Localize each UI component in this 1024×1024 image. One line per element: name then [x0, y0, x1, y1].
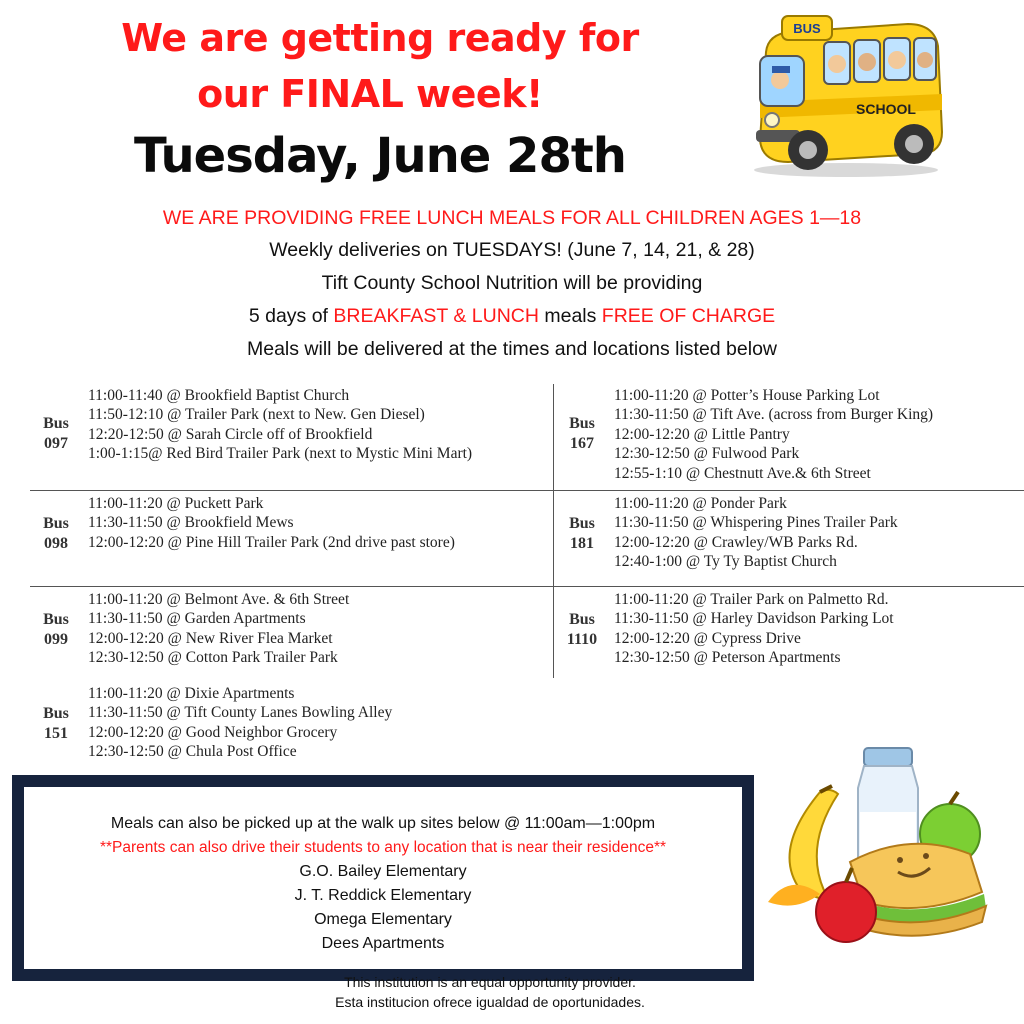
route-stop: 12:40-1:00 @ Ty Ty Baptist Church: [614, 553, 837, 571]
bus-number: Bus 151: [43, 705, 69, 742]
route-stop: 11:00-11:20 @ Trailer Park on Palmetto Rd.: [614, 591, 889, 608]
meals-description-mid: meals: [538, 305, 602, 327]
bus-number: Bus 167: [569, 415, 595, 452]
route-stop: 11:00-11:20 @ Potter’s House Parking Lot: [614, 387, 880, 404]
headline-line-2: our FINAL week!: [197, 72, 543, 116]
bus-sign-text: BUS: [793, 21, 821, 36]
school-bus-icon: [738, 12, 948, 182]
route-stop: 12:30-12:50 @ Cotton Park Trailer Park: [88, 649, 338, 667]
walkup-site: Dees Apartments: [321, 935, 445, 952]
route-stops: [614, 386, 933, 483]
row-divider: [30, 490, 1024, 491]
footer-spanish: Esta institucion ofrece igualdad de oportunidades.: [335, 994, 645, 1010]
walkup-sites-box: [12, 775, 754, 981]
route-stops: [88, 386, 472, 464]
route-stop: 12:00-12:20 @ Pine Hill Trailer Park (2nd drive past store): [88, 533, 455, 551]
parents-note: **Parents can also drive their students to any location that is near their residence**: [99, 839, 667, 856]
route-stop: 11:30-11:50 @ Brookfield Mews: [88, 514, 294, 532]
weekly-deliveries: Weekly deliveries on TUESDAYS! (June 7, 14, 21, & 28): [269, 239, 755, 261]
route-stop: 12:00-12:20 @ Cypress Drive: [614, 629, 801, 647]
column-divider: [553, 384, 554, 678]
free-of-charge-highlight: FREE OF CHARGE: [601, 305, 776, 327]
walkup-site: J. T. Reddick Elementary: [294, 887, 472, 904]
route-stops: [88, 684, 392, 762]
route-stop: 1:00-1:15@ Red Bird Trailer Park (next to Mystic Mini Mart): [88, 445, 473, 463]
footer-english: This institution is an equal opportunity provider.: [344, 974, 636, 990]
route-stop: 12:30-12:50 @ Peterson Apartments: [614, 649, 841, 667]
route-stop: 12:30-12:50 @ Chula Post Office: [88, 743, 297, 761]
free-lunch-banner: WE ARE PROVIDING FREE LUNCH MEALS FOR ALL CHILDREN AGES 1—18: [162, 207, 862, 229]
route-stop: 11:00-11:20 @ Ponder Park: [614, 495, 787, 512]
bus-number: Bus 098: [43, 515, 69, 552]
route-stop: 11:30-11:50 @ Whispering Pines Trailer Park: [614, 514, 898, 532]
route-schedule: [0, 380, 1024, 775]
route-stop: 12:55-1:10 @ Chestnutt Ave.& 6th Street: [614, 464, 871, 482]
event-date: Tuesday, June 28th: [134, 128, 626, 184]
route-stop: 11:00-11:20 @ Dixie Apartments: [88, 685, 295, 702]
route-stop: 12:00-12:20 @ Crawley/WB Parks Rd.: [614, 533, 858, 551]
lunch-food-icon: [760, 742, 1000, 952]
bus-number: Bus 099: [43, 611, 69, 648]
route-stop: 11:30-11:50 @ Harley Davidson Parking Lot: [614, 610, 894, 628]
walkup-site: G.O. Bailey Elementary: [299, 863, 467, 880]
meals-description: [0, 304, 1024, 328]
school-sign-text: SCHOOL: [856, 101, 916, 117]
route-stop: 11:30-11:50 @ Tift County Lanes Bowling Alley: [88, 704, 393, 722]
delivery-note: Meals will be delivered at the times and locations listed below: [246, 338, 778, 360]
route-stop: 12:00-12:20 @ Little Pantry: [614, 425, 790, 443]
route-stop: 11:30-11:50 @ Garden Apartments: [88, 610, 306, 628]
route-stop: 11:00-11:20 @ Puckett Park: [88, 495, 264, 512]
route-stop: 11:50-12:10 @ Trailer Park (next to New. Gen Diesel): [88, 406, 425, 424]
headline-line-1: We are getting ready for: [121, 16, 639, 60]
walkup-site: Omega Elementary: [314, 911, 452, 928]
bus-number: Bus 181: [569, 515, 595, 552]
route-stops: [614, 590, 894, 668]
route-stop: 12:00-12:20 @ Good Neighbor Grocery: [88, 723, 338, 741]
breakfast-lunch-highlight: BREAKFAST & LUNCH: [333, 305, 539, 327]
route-stops: [88, 494, 455, 552]
row-divider: [30, 586, 1024, 587]
route-stop: 12:20-12:50 @ Sarah Circle off of Brookfield: [88, 425, 373, 443]
route-stop: 12:00-12:20 @ New River Flea Market: [88, 629, 333, 647]
meals-description-pre: 5 days of: [248, 305, 334, 327]
route-stop: 12:30-12:50 @ Fulwood Park: [614, 445, 800, 463]
bus-number: Bus 097: [43, 415, 69, 452]
route-stop: 11:00-11:40 @ Brookfield Baptist Church: [88, 387, 350, 404]
bus-number: Bus 1110: [566, 611, 598, 648]
route-stops: [614, 494, 898, 572]
route-stops: [88, 590, 349, 668]
provider-line: Tift County School Nutrition will be providing: [321, 272, 703, 294]
route-stop: 11:00-11:20 @ Belmont Ave. & 6th Street: [88, 591, 350, 608]
route-stop: 11:30-11:50 @ Tift Ave. (across from Burger King): [614, 406, 934, 424]
equal-opportunity-footer: [0, 972, 980, 1012]
walkup-intro: Meals can also be picked up at the walk up sites below @ 11:00am—1:00pm: [110, 815, 656, 832]
